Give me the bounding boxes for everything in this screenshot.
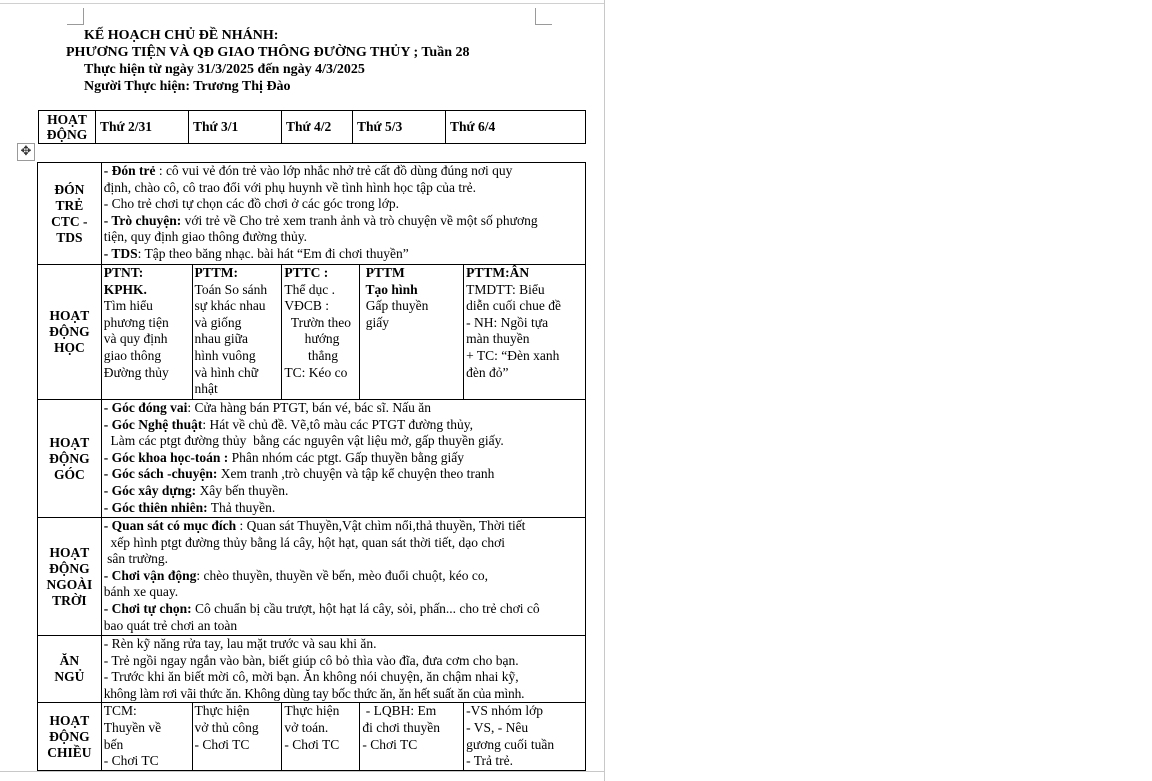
row-hoat-dong-hoc (38, 265, 586, 400)
chieu-wed: Thực hiện vở toán. - Chơi TC (282, 703, 360, 771)
activity-header: HOẠT ĐỘNG (39, 111, 96, 144)
day-header-table (38, 110, 586, 144)
chieu-tue: Thực hiện vở thủ công - Chơi TC (192, 703, 282, 771)
label-hoat-dong-goc: HOẠT ĐỘNG GÓC (38, 400, 102, 518)
row-don-tre (38, 163, 586, 265)
chieu-fri: -VS nhóm lớp - VS, - Nêu gương cuối tuần - Trả trẻ. (464, 703, 586, 771)
plan-dates: Thực hiện từ ngày 31/3/2025 đến ngày 4/3/2025 (84, 62, 365, 77)
day-header-mon: Thứ 2/31 (96, 111, 189, 144)
content-don-tre: - Đón trẻ : cô vui vẻ đón trẻ vào lớp nhắc nhở trẻ cất đồ dùng đúng nơi quy định, chào cô, cô trao đổi với phụ huynh về tình hình học tập của trẻ. - Cho trẻ chơi tự chọn các đồ chơi ở các góc trong lớp. - Trò chuyện: với trẻ về Cho trẻ xem tranh ảnh và trò chuyện về một số phương tiện, quy định giao thông đường thủy. - TDS: Tập theo băng nhạc. bài hát “Em đi chơi thuyền” (101, 163, 585, 265)
row-ngoai-troi (38, 518, 586, 636)
label-an-ngu: ĂN NGỦ (38, 636, 102, 703)
hoc-thu: PTTM Tạo hình Gấp thuyền giấy (360, 265, 464, 400)
hoc-tue: PTTM: Toán So sánh sự khác nhau và giống nhau giữa hình vuông và hình chữ nhật (192, 265, 282, 400)
chieu-thu: - LQBH: Em đi chơi thuyền - Chơi TC (360, 703, 464, 771)
margin-corner-top-left (67, 8, 84, 25)
table-move-handle-icon[interactable]: ✥ (17, 143, 35, 161)
day-header-thu: Thứ 5/3 (353, 111, 446, 144)
page-top-edge (0, 3, 604, 4)
row-an-ngu (38, 636, 586, 703)
plan-author: Người Thực hiện: Trương Thị Đào (84, 79, 291, 94)
content-ngoai-troi: - Quan sát có mục đích : Quan sát Thuyền,Vật chìm nổi,thả thuyền, Thời tiết xếp hình ptgt đường thủy bằng lá cây, hột hạt, quan sát thời tiết, dạo chơi sân trường. - Chơi vận động: chèo thuyền, thuyền về bến, mèo đuổi chuột, kéo co, bánh xe quay. - Chơi tự chọn: Cô chuẩn bị cầu trượt, hột hạt lá cây, sỏi, phấn... cho trẻ chơi cô bao quát trẻ chơi an toàn (101, 518, 585, 636)
plan-title: KẾ HOẠCH CHỦ ĐỀ NHÁNH: (84, 28, 279, 43)
schedule-table (37, 162, 586, 771)
label-hoat-dong-chieu: HOẠT ĐỘNG CHIỀU (38, 703, 102, 771)
margin-corner-top-right (535, 8, 552, 25)
hoc-wed: PTTC : Thể dục . VĐCB : Trườn theo hướng thẳng TC: Kéo co (282, 265, 360, 400)
row-hoat-dong-goc (38, 400, 586, 518)
label-hoat-dong-hoc: HOẠT ĐỘNG HỌC (38, 265, 102, 400)
content-an-ngu: - Rèn kỹ năng rửa tay, lau mặt trước và sau khi ăn. - Trẻ ngồi ngay ngắn vào bàn, biết giúp cô bỏ thìa vào đĩa, đưa cơm cho bạn. - Trước khi ăn biết mời cô, mời bạn. Ăn không nói chuyện, ăn chậm nhai kỹ, không làm rơi vãi thức ăn. Không dùng tay bốc thức ăn, ăn hết suất ăn của mình. (101, 636, 585, 703)
day-header-fri: Thứ 6/4 (446, 111, 586, 144)
row-hoat-dong-chieu (38, 703, 586, 771)
hoc-mon: PTNT: KPHK. Tìm hiểu phương tiện và quy định giao thông Đường thủy (101, 265, 192, 400)
workspace-background (605, 0, 1152, 781)
day-header-tue: Thứ 3/1 (189, 111, 282, 144)
hoc-fri: PTTM:ÂN TMDTT: Biểu diễn cuối chue đề - NH: Ngồi tựa màn thuyền + TC: “Đèn xanh đèn đỏ” (464, 265, 586, 400)
content-hoat-dong-goc: - Góc đóng vai: Cửa hàng bán PTGT, bán vé, bác sĩ. Nấu ăn - Góc Nghệ thuật: Hát về chủ đề. Vẽ,tô màu các PTGT đường thủy, Làm các ptgt đường thủy bằng các nguyên vật liệu mở, gấp thuyền giấy. - Góc khoa học-toán : Phân nhóm các ptgt. Gấp thuyền bằng giấy - Góc sách -chuyện: Xem tranh ,trò chuyện và tập kể chuyện theo tranh - Góc xây dựng: Xây bến thuyền. - Góc thiên nhiên: Thả thuyền. (101, 400, 585, 518)
label-don-tre: ĐÓN TRẺ CTC - TDS (38, 163, 102, 265)
page-bottom-edge (0, 771, 604, 772)
chieu-mon: TCM: Thuyền về bến - Chơi TC (101, 703, 192, 771)
day-header-wed: Thứ 4/2 (282, 111, 353, 144)
label-ngoai-troi: HOẠT ĐỘNG NGOÀI TRỜI (38, 518, 102, 636)
plan-subtitle: PHƯƠNG TIỆN VÀ QĐ GIAO THÔNG ĐƯỜNG THỦY ; Tuần 28 (66, 45, 470, 60)
